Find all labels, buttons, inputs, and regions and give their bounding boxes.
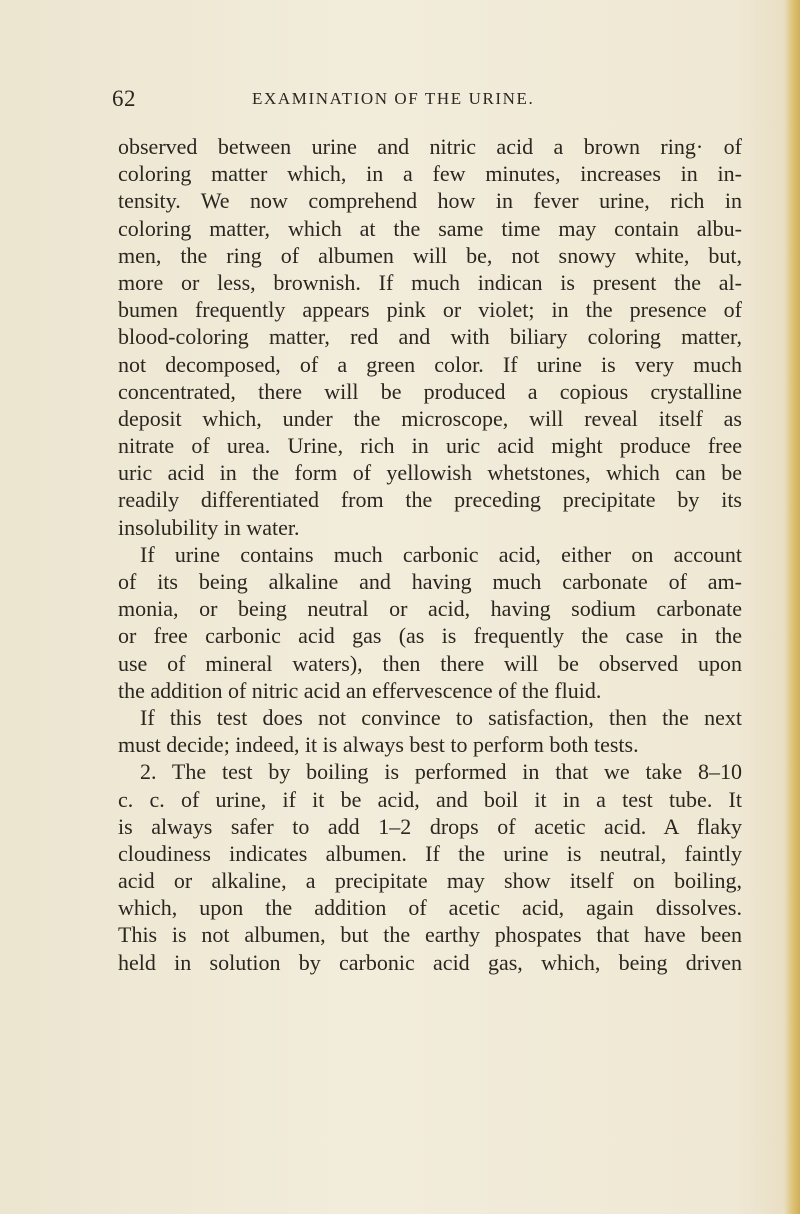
text-line: more or less, brownish. If much indican is present the al-	[118, 269, 742, 295]
body-text	[118, 133, 742, 976]
text-line: coloring matter which, in a few minutes, increases in in-	[118, 161, 742, 187]
text-line: bumen frequently appears pink or violet; in the presence of	[118, 297, 742, 323]
text-line: If urine contains much carbonic acid, either on account	[140, 541, 742, 567]
text-line: uric acid in the form of yellowish whetstones, which can be	[118, 460, 742, 486]
text-line: 2. The test by boiling is performed in that we take 8–10	[140, 759, 742, 785]
text-line: concentrated, there will be produced a copious crystalline	[118, 378, 742, 404]
text-line: not decomposed, of a green color. If urine is very much	[118, 351, 742, 377]
text-line: must decide; indeed, it is always best to perform both tests.	[118, 732, 639, 758]
text-line: of its being alkaline and having much carbonate of am-	[118, 569, 742, 594]
text-line: deposit which, under the microscope, will reveal itself as	[118, 405, 742, 431]
text-line: readily differentiated from the preceding precipitate by its	[118, 487, 742, 513]
text-line: cloudiness indicates albumen. If the urine is neutral, faintly	[118, 840, 742, 866]
page-number: 62	[112, 86, 136, 111]
text-line: men, the ring of albumen will be, not snowy white, but,	[118, 242, 742, 268]
text-line: This is not albumen, but the earthy phospates that have been	[118, 922, 742, 948]
text-line: held in solution by carbonic acid gas, which, being driven	[118, 949, 742, 975]
text-line: c. c. of urine, if it be acid, and boil it in a test tube. It	[118, 786, 742, 812]
text-line: blood-coloring matter, red and with biliary coloring matter,	[118, 324, 742, 350]
text-line: tensity. We now comprehend how in fever urine, rich in	[118, 188, 742, 214]
text-line: or free carbonic acid gas (as is frequently the case in the	[118, 623, 742, 649]
text-line: the addition of nitric acid an effervescence of the fluid.	[118, 677, 602, 703]
page-header	[112, 86, 752, 116]
text-line: nitrate of urea. Urine, rich in uric acid might produce free	[118, 433, 742, 459]
text-line: observed between urine and nitric acid a brown ring· of	[118, 134, 742, 159]
text-line: coloring matter, which at the same time may contain albu-	[118, 215, 742, 241]
text-line: insolubility in water.	[118, 514, 300, 540]
text-line: use of mineral waters), then there will be observed upon	[118, 650, 742, 676]
running-head: EXAMINATION OF THE URINE.	[252, 89, 535, 108]
page-edge-shadow	[784, 0, 800, 1214]
text-line: acid or alkaline, a precipitate may show itself on boiling,	[118, 868, 742, 894]
text-line: which, upon the addition of acetic acid, again dissolves.	[118, 895, 742, 921]
text-line: If this test does not convince to satisfaction, then the next	[140, 704, 742, 730]
text-line: is always safer to add 1–2 drops of acetic acid. A flaky	[118, 813, 742, 839]
text-line: monia, or being neutral or acid, having sodium carbonate	[118, 596, 742, 622]
